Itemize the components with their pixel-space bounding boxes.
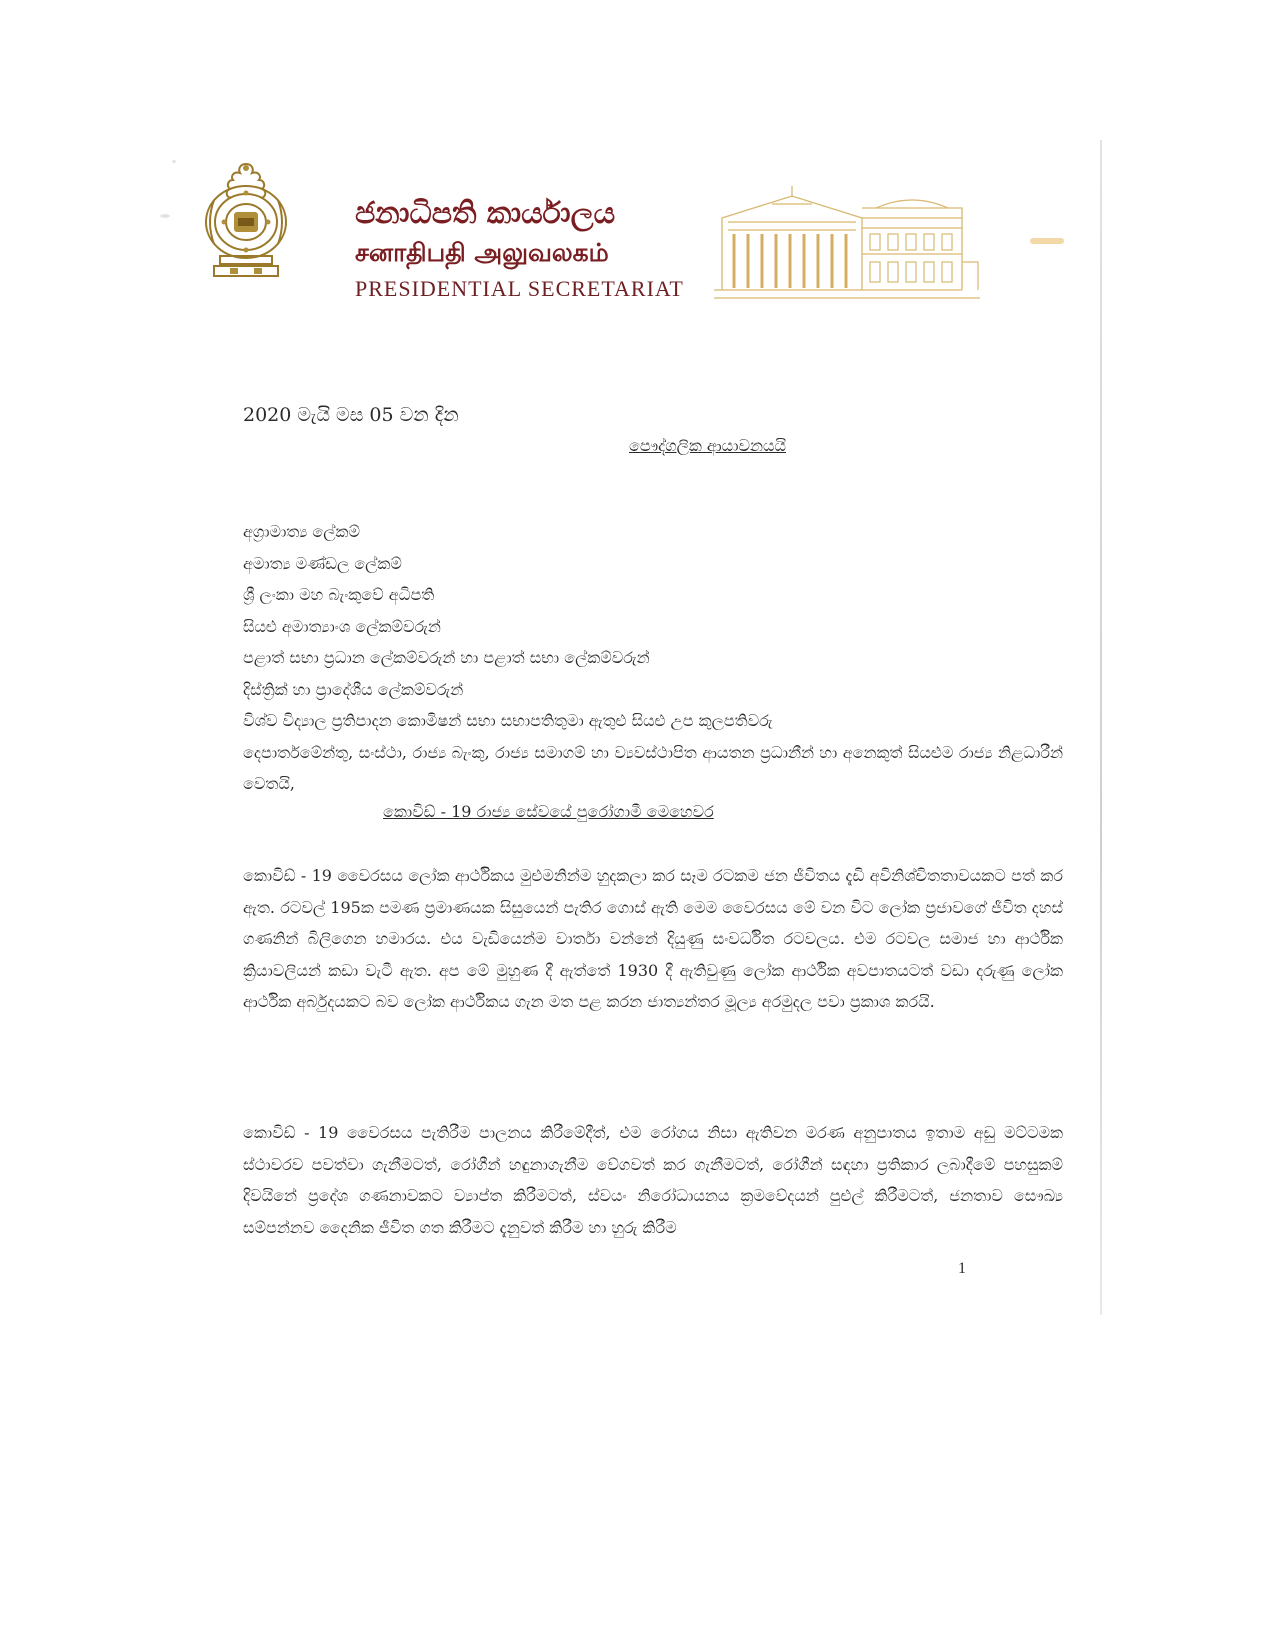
recipient-line: අග්‍රාමාත්‍ය ලේකම් [243,522,360,541]
recipient-list [243,516,1063,800]
page-number: 1 [958,1260,966,1277]
scan-smudge [172,160,176,163]
letter-date: 2020 මැයි මස 05 වන දින [243,404,459,426]
recipient-line: විශ්ව විද්‍යාල ප්‍රතිපාදන කොමිෂන් සභා සභාපතිතුමා ඇතුළු සියළු උප කුලපතිවරු [243,711,773,730]
page-edge [1100,140,1102,1315]
confidential-label: පෞද්ගලික ආයාවනයයි [629,436,786,455]
body-paragraph: කොවිඩ් - 19 වෛරසය ලෝක ආර්ථිකය මුළුමනින්ම හුදකලා කර සෑම රටකම ජන ජීවිතය දැඩි අවිනිශ්චිතතාවයකට පත් කර ඇත. රටවල් 195ක පමණ ප්‍රමාණයක සිසුයෙන් පැතිර ගොස් ඇති මෙම වෛරසය මේ වන විට ලෝක ප්‍රජාවගේ ජීවිත දහස් ගණනින් බිලිගෙන හමාරය. එය වැඩියෙන්ම වාර්තා වන්නේ දියුණු සංවර්ධිත රටවලය. එම රටවල සමාජ හා ආර්ථික ක්‍රියාවලියන් කඩා වැටී ඇත. අප මේ මුහුණ දී ඇත්තේ 1930 දී ඇතිවුණු ලෝක ආර්ථික අවපාතයටත් වඩා දරුණු ලෝක ආර්ථික අර්බුදයකට බව ලෝක ආර්ථිකය ගැන මත පළ කරන ජාත්‍යන්තර මූල්‍ය අරමුදල පවා ප්‍රකාශ කරයි. [243,866,1063,1011]
state-emblem-icon [200,160,292,282]
building-illustration [712,178,982,306]
recipient-line: අමාත්‍ය මණ්ඩල ලේකම් [243,553,402,573]
letterhead-english: PRESIDENTIAL SECRETARIAT [355,276,684,301]
letterhead-tamil: சனாதிபதி அலுவலகம் [355,238,609,267]
letter-subject: කොවිඩ් - 19 රාජ්‍ය සේවයේ පුරෝගාමී මෙහෙවර [383,802,714,821]
recipient-line: දිස්ත්‍රික් හා ප්‍රාදේශීය ලේකම්වරුන් [243,679,464,699]
recipient-line: පළාත් සභා ප්‍රධාන ලේකම්වරුන් හා පළාත් සභා ලේකම්වරුන් [243,648,650,667]
recipient-line: ශ්‍රී ලංකා මහ බැංකුවේ අධිපති [243,585,435,604]
body-paragraph: කොවිඩ් - 19 වෛරසය පැතිරීම පාලනය කිරීමේදීත්, එම රෝගය නිසා ඇතිවන මරණ අනුපාතය ඉතාම අඩු මට්ටමක ස්ථාවරව පවත්වා ගැනීමටත්, රෝගීන් හඳුනාගැනීම වේගවත් කර ගැනීමටත්, රෝගීන් සඳහා ප්‍රතිකාර ලබාදීමේ පහසුකම් දිවයිනේ ප්‍රදේශ ගණනාවකට ව්‍යාප්ත කිරීමටත්, ස්වයං නිරෝධායනය ක්‍රමවේදයන් පුළුල් කිරීමටත්, ජනතාව සෞඛ්‍ය සම්පන්නව දෛනික ජීවිත ගත කිරීමට දැනුවත් කිරීම හා හුරු කිරීම [243,1123,1063,1237]
recipient-line: දෙපාර්තමේන්තු, සංස්ථා, රාජ්‍ය බැංකු, රාජ්‍ය සමාගම් හා ව්‍යවස්ථාපිත ආයතන ප්‍රධානීන් හා අනෙකුත් සියළුම රාජ්‍ය නිළධාරීන් වෙතයි, [243,742,1063,793]
highlight-mark [1030,238,1064,244]
letterhead [355,194,695,306]
recipient-line: සියළු අමාත්‍යාංශ ලේකම්වරුන් [243,616,441,636]
scan-smudge [160,214,170,218]
letterhead-sinhala: ජනාධිපති කාර්යාලය [355,196,616,231]
